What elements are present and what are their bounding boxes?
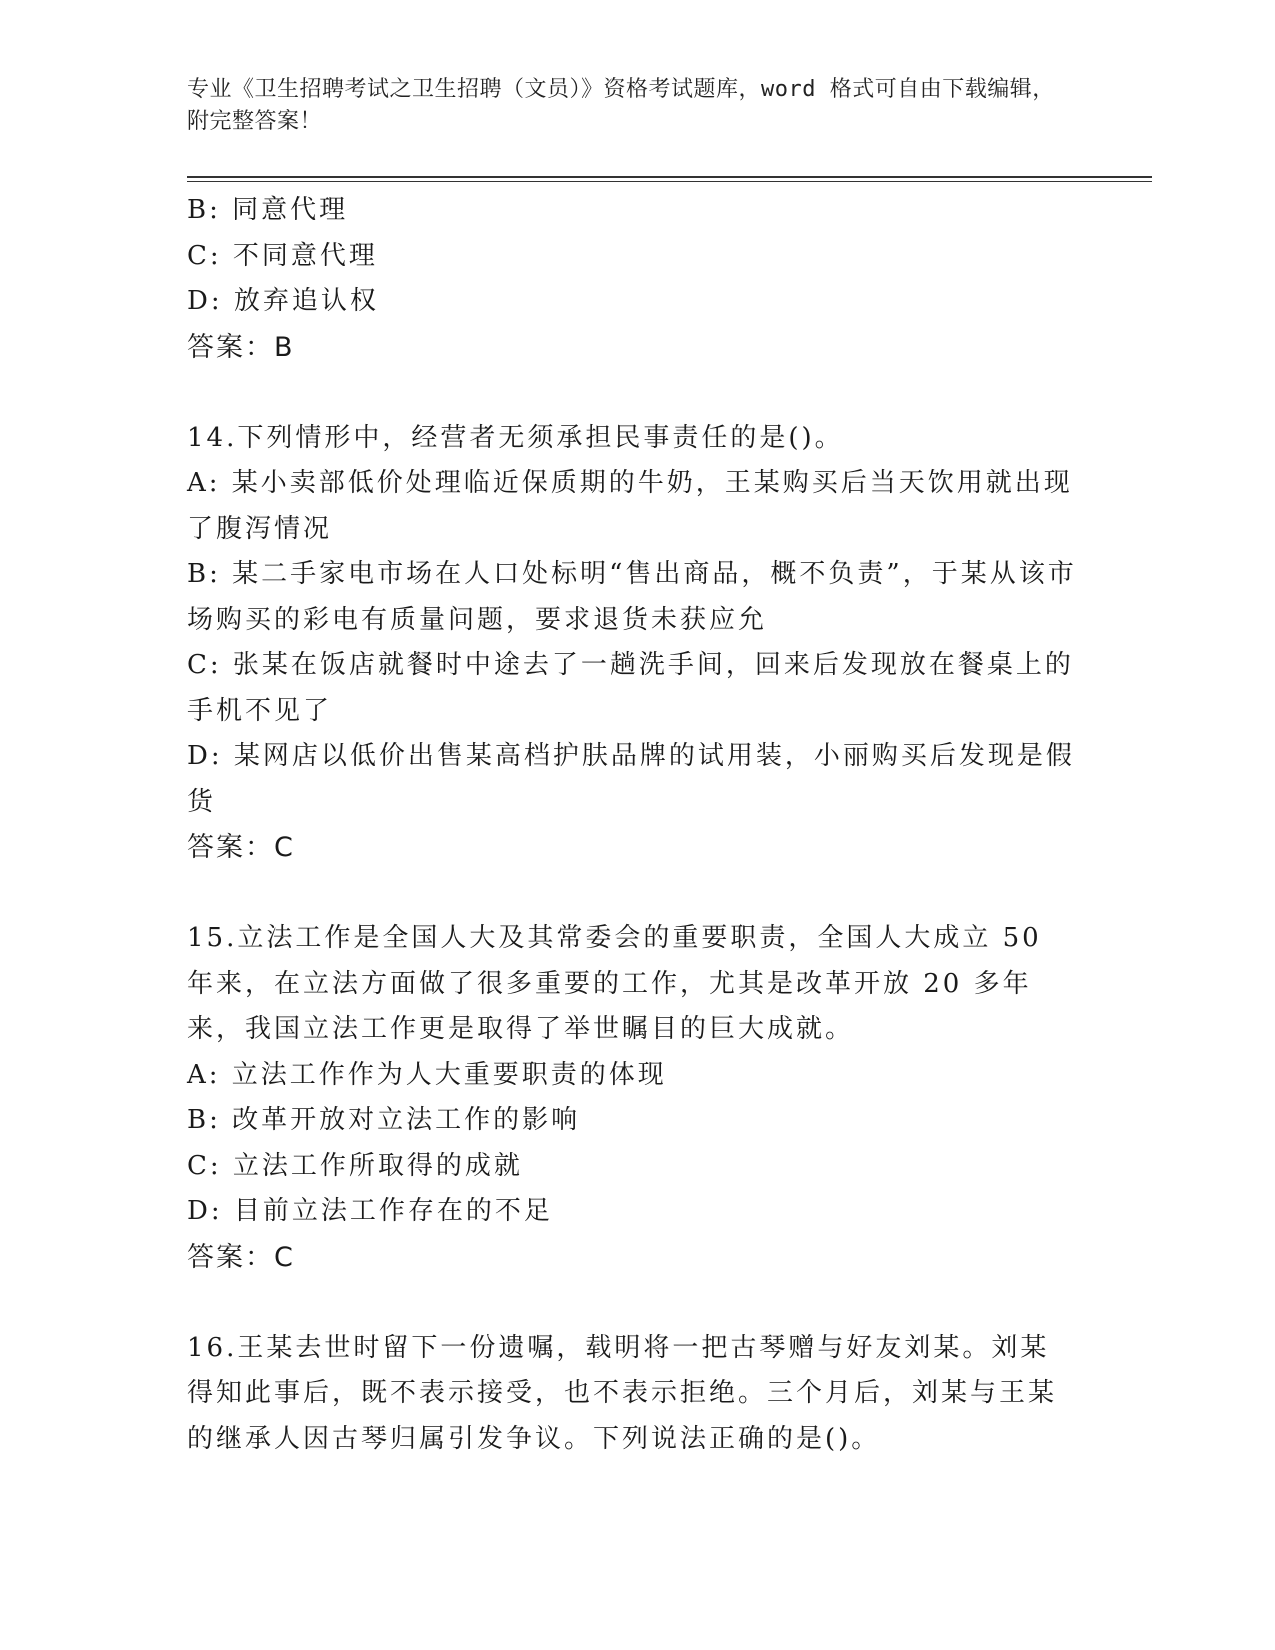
option-c: C: 张某在饭店就餐时中途去了一趟洗手间，回来后发现放在餐桌上的手机不见了 — [187, 650, 1074, 726]
option-d: D: 放弃追认权 — [187, 286, 379, 316]
question-14 — [187, 416, 1077, 871]
spacer — [187, 370, 1077, 416]
question-16 — [187, 1326, 1077, 1463]
option-d: D: 某网店以低价出售某高档护肤品牌的试用装，小丽购买后发现是假货 — [187, 741, 1075, 817]
spacer — [187, 871, 1077, 917]
answer-line: 答案：C — [187, 1241, 295, 1273]
option-b: B: 改革开放对立法工作的影响 — [187, 1105, 581, 1135]
spacer — [187, 1280, 1077, 1326]
option-a: A: 某小卖部低价处理临近保质期的牛奶，王某购买后当天饮用就出现了腹泻情况 — [187, 468, 1073, 544]
question-15 — [187, 916, 1077, 1280]
question-stem: 16.王某去世时留下一份遗嘱，载明将一把古琴赠与好友刘某。刘某得知此事后，既不表示接受，也不表示拒绝。三个月后，刘某与王某的继承人因古琴归属引发争议。下列说法正确的是()。 — [187, 1332, 1058, 1454]
question-stem: 15.立法工作是全国人大及其常委会的重要职责，全国人大成立 50 年来，在立法方面做了很多重要的工作，尤其是改革开放 20 多年来，我国立法工作更是取得了举世瞩目的巨大成就。 — [187, 923, 1042, 1044]
option-d: D: 目前立法工作存在的不足 — [187, 1196, 553, 1226]
option-c: C: 不同意代理 — [187, 240, 378, 271]
answer-line: 答案：B — [187, 331, 295, 363]
option-b: B: 某二手家电市场在人口处标明“售出商品，概不负责”，于某从该市场购买的彩电有质量问题，要求退货未获应允 — [187, 559, 1077, 635]
answer-line: 答案：C — [187, 832, 295, 863]
question-13-tail — [187, 188, 1077, 370]
option-a: A: 立法工作作为人大重要职责的体现 — [187, 1059, 667, 1090]
document-body — [187, 188, 1077, 1462]
option-b: B: 同意代理 — [187, 195, 349, 225]
header-divider — [187, 176, 1152, 182]
question-stem: 14.下列情形中，经营者无须承担民事责任的是()。 — [187, 422, 844, 453]
header-text: 专业《卫生招聘考试之卫生招聘（文员）》资格考试题库，word 格式可自由下载编辑，附完整答案！ — [187, 77, 1055, 134]
option-c: C: 立法工作所取得的成就 — [187, 1150, 523, 1181]
page-header — [187, 74, 1067, 138]
